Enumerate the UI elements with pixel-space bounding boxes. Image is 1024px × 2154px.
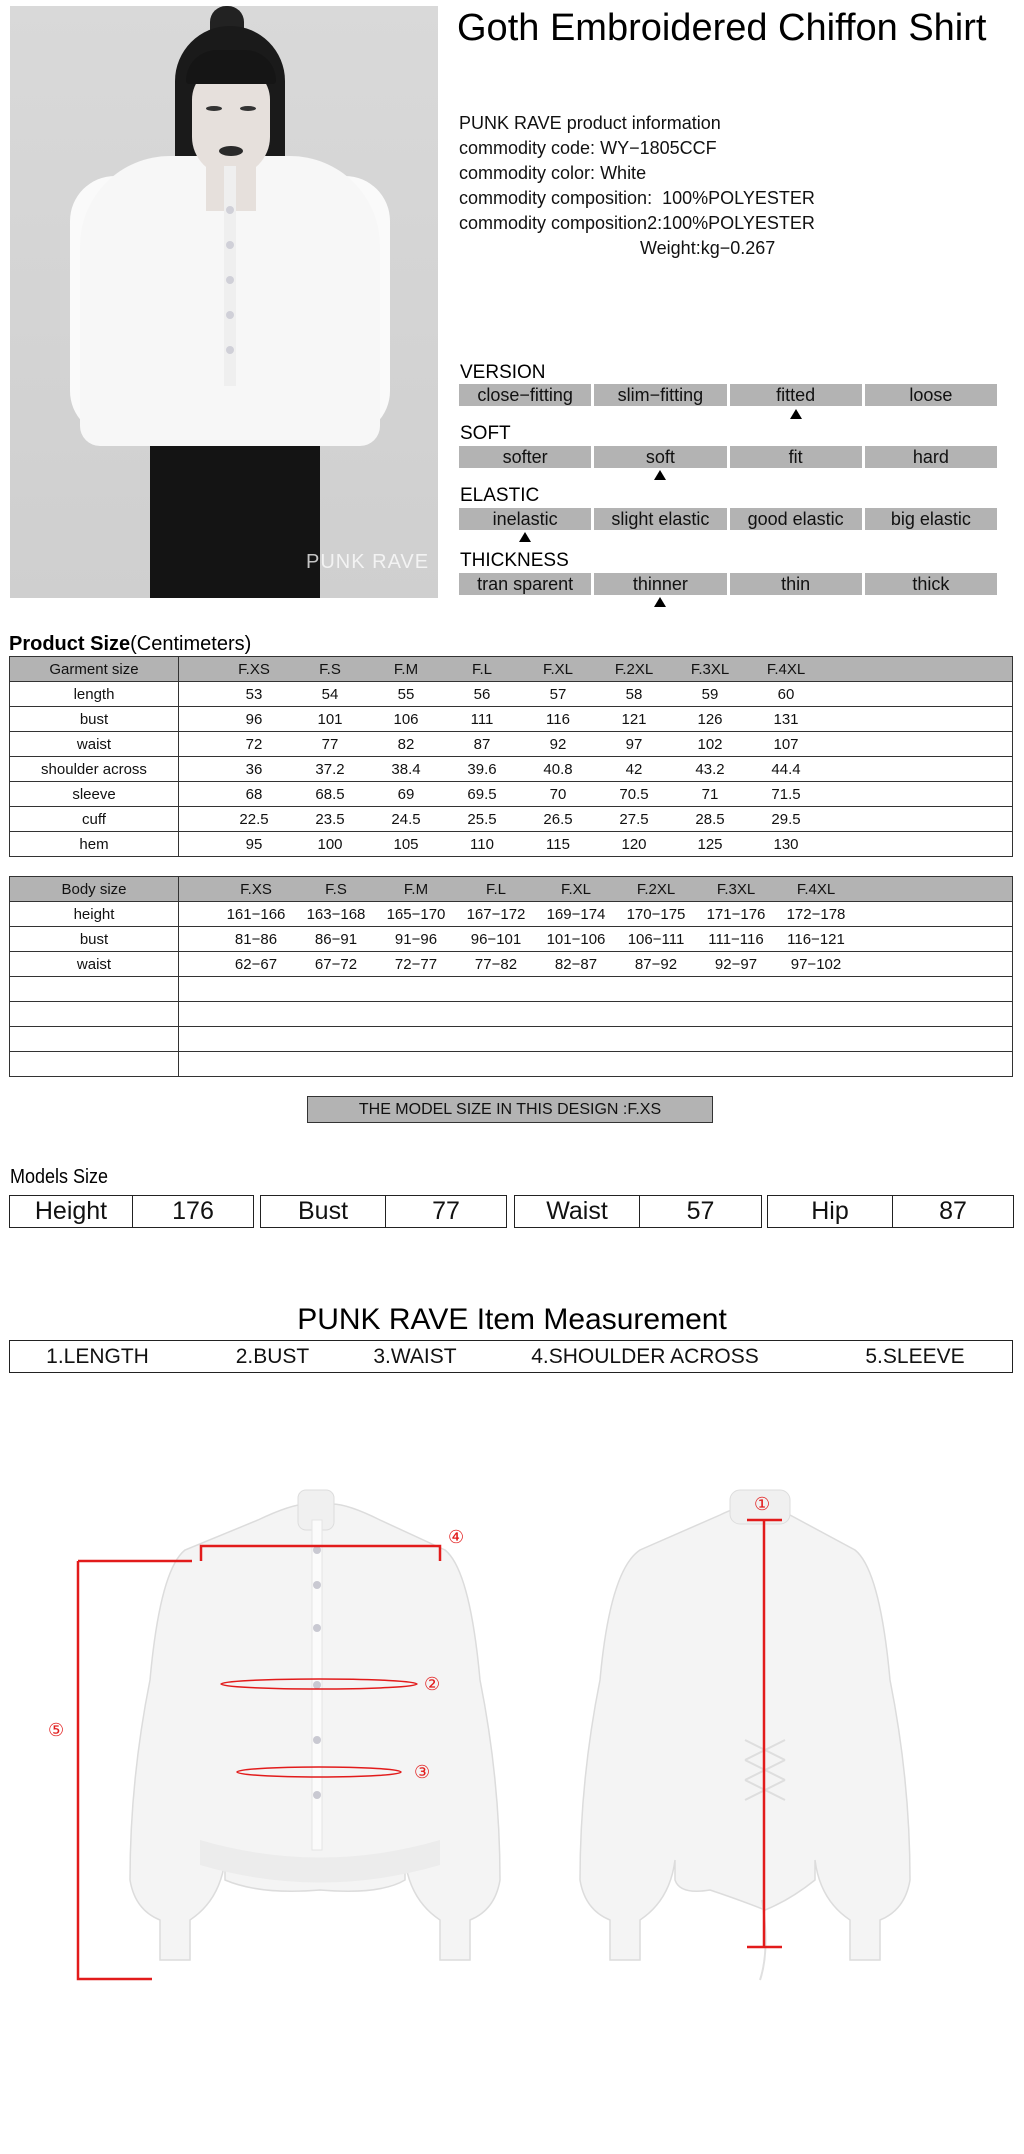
table-cell: 25.5 — [467, 810, 497, 828]
attr-option: hard — [865, 446, 997, 468]
table-cell: 165−170 — [386, 905, 446, 923]
model-eye — [240, 106, 256, 111]
measurement-item-bust: 2.BUST — [235, 1345, 310, 1368]
table-cell: 27.5 — [619, 810, 649, 828]
row-value-cells — [179, 811, 1012, 828]
table-cell: 77 — [321, 735, 339, 753]
table-cell: 170−175 — [626, 905, 686, 923]
table-cell: 87 — [473, 735, 491, 753]
selected-indicator-icon — [654, 470, 666, 480]
table-row — [10, 807, 1013, 832]
table-cell: 53 — [245, 685, 263, 703]
attr-option: fitted — [730, 384, 862, 406]
attr-soft-label: SOFT — [460, 423, 511, 444]
table-cell: 56 — [473, 685, 491, 703]
table-cell: 29.5 — [771, 810, 801, 828]
size-columns — [179, 661, 1012, 678]
row-value-cells — [179, 786, 1012, 803]
table-cell: 167−172 — [466, 905, 526, 923]
measurement-item-sleeve: 5.SLEEVE — [865, 1345, 965, 1368]
table-cell: 92 — [549, 735, 567, 753]
info-code-row — [459, 136, 815, 161]
table-cell: 105 — [393, 835, 419, 853]
table-cell: 72 — [245, 735, 263, 753]
row-values — [179, 1027, 1013, 1052]
table-header-label: Body size — [10, 877, 179, 902]
table-header-row — [10, 657, 1013, 682]
table-cell: 101−106 — [546, 930, 606, 948]
row-values — [179, 927, 1013, 952]
model-waist-value: 57 — [686, 1197, 715, 1225]
size-column-header: F.XS — [238, 660, 270, 678]
product-size-unit: (Centimeters) — [130, 633, 252, 655]
attr-thickness-label: THICKNESS — [460, 550, 569, 571]
table-cell: 110 — [470, 835, 494, 853]
table-cell: 96 — [245, 710, 263, 728]
attr-option: tran sparent — [459, 573, 591, 595]
attr-option: close−fitting — [459, 384, 591, 406]
table-cell: 55 — [397, 685, 415, 703]
row-values — [179, 977, 1013, 1002]
info-composition2-value: 100%POLYESTER — [662, 213, 815, 233]
table-cell: 68 — [245, 785, 263, 803]
table-cell: 91−96 — [394, 930, 438, 948]
table-cell: 111 — [470, 710, 494, 728]
product-size-heading: Product Size — [9, 633, 131, 655]
table-cell: 60 — [777, 685, 795, 703]
selected-indicator-icon — [790, 409, 802, 419]
row-value-cells — [179, 761, 1012, 778]
info-heading: PUNK RAVE product information — [459, 113, 721, 133]
info-composition-value: 100%POLYESTER — [662, 188, 815, 208]
attr-option: slight elastic — [594, 508, 726, 530]
size-column-header: F.3XL — [716, 880, 756, 898]
table-cell: 44.4 — [771, 760, 801, 778]
row-values — [179, 707, 1013, 732]
table-cell: 54 — [321, 685, 339, 703]
size-columns — [179, 881, 1012, 898]
attr-soft-scale — [459, 446, 997, 468]
table-cell: 82−87 — [554, 955, 598, 973]
table-row — [10, 757, 1013, 782]
table-cell: 97−102 — [790, 955, 842, 973]
row-values — [179, 732, 1013, 757]
measurement-legend — [9, 1340, 1013, 1373]
row-values — [179, 757, 1013, 782]
model-height-value: 176 — [172, 1197, 214, 1225]
selected-indicator-icon — [654, 597, 666, 607]
table-cell: 100 — [317, 835, 343, 853]
shirt-button — [226, 346, 234, 354]
attr-option: fit — [730, 446, 862, 468]
table-cell: 106−111 — [627, 930, 685, 948]
attr-option: inelastic — [459, 508, 591, 530]
info-color-value: White — [600, 163, 647, 183]
marker-sleeve: ⑤ — [48, 1720, 65, 1740]
model-hip-label: Hip — [768, 1196, 893, 1227]
table-cell: 69.5 — [467, 785, 497, 803]
table-cell: 67−72 — [314, 955, 358, 973]
table-cell: 97 — [625, 735, 643, 753]
table-cell: 42 — [625, 760, 643, 778]
table-cell: 87−92 — [634, 955, 678, 973]
models-size-title: Models Size — [10, 1166, 109, 1188]
row-label — [10, 1002, 179, 1027]
size-column-header: F.L — [471, 660, 492, 678]
row-values — [179, 832, 1013, 857]
attr-option: slim−fitting — [594, 384, 726, 406]
attr-version-scale — [459, 384, 997, 406]
info-composition2-row — [459, 211, 815, 236]
measurement-title: PUNK RAVE Item Measurement — [297, 1303, 727, 1336]
row-label: height — [10, 902, 179, 927]
table-cell: 86−91 — [314, 930, 358, 948]
size-column-header: F.2XL — [636, 880, 676, 898]
row-values — [179, 1002, 1013, 1027]
attr-option: softer — [459, 446, 591, 468]
size-column-header: F.L — [485, 880, 506, 898]
info-code-label: commodity code: — [459, 138, 596, 158]
table-row — [10, 902, 1013, 927]
row-values — [179, 682, 1013, 707]
info-weight-label: Weight: — [640, 238, 701, 258]
table-cell: 116 — [546, 710, 570, 728]
info-code-value: WY−1805CCF — [600, 138, 717, 158]
table-row — [10, 707, 1013, 732]
model-fringe — [186, 50, 276, 84]
table-cell: 161−166 — [226, 905, 286, 923]
table-cell: 77−82 — [474, 955, 518, 973]
info-color-label: commodity color: — [459, 163, 596, 183]
table-cell: 62−67 — [234, 955, 278, 973]
shirt-button — [226, 241, 234, 249]
model-hip-box — [767, 1195, 1014, 1228]
table-cell: 81−86 — [234, 930, 278, 948]
table-cell: 58 — [625, 685, 643, 703]
row-label: waist — [10, 732, 179, 757]
table-cell: 121 — [621, 710, 647, 728]
size-column-header: F.S — [325, 880, 347, 898]
table-cell: 71 — [701, 785, 719, 803]
table-cell: 172−178 — [786, 905, 846, 923]
row-label: hem — [10, 832, 179, 857]
attr-option: thin — [730, 573, 862, 595]
row-value-cells — [179, 836, 1012, 853]
measurement-item-length: 1.LENGTH — [46, 1345, 149, 1368]
empty-table-row — [10, 1052, 1013, 1077]
table-cell: 82 — [397, 735, 415, 753]
marker-length: ① — [754, 1494, 771, 1514]
row-label — [10, 1027, 179, 1052]
row-label: length — [10, 682, 179, 707]
row-label: shoulder across — [10, 757, 179, 782]
row-value-cells — [179, 956, 1012, 973]
row-value-cells — [179, 711, 1012, 728]
empty-table-row — [10, 1002, 1013, 1027]
table-cell: 111−116 — [708, 930, 764, 948]
table-header-sizes — [179, 657, 1013, 682]
info-color-row — [459, 161, 815, 186]
model-bust-box — [260, 1195, 507, 1228]
table-row — [10, 952, 1013, 977]
attr-elastic-label: ELASTIC — [460, 485, 540, 506]
measurement-item-shoulder: 4.SHOULDER ACROSS — [531, 1345, 759, 1368]
row-label: sleeve — [10, 782, 179, 807]
row-label — [10, 1052, 179, 1077]
table-cell: 115 — [546, 835, 570, 853]
attr-option: thinner — [594, 573, 726, 595]
model-hip-value: 87 — [939, 1197, 967, 1225]
table-cell: 38.4 — [391, 760, 421, 778]
info-composition2-label: commodity composition2: — [459, 213, 663, 233]
table-cell: 169−174 — [546, 905, 606, 923]
table-cell: 96−101 — [470, 930, 522, 948]
table-cell: 26.5 — [543, 810, 573, 828]
row-label: bust — [10, 927, 179, 952]
model-height-label: Height — [10, 1196, 133, 1227]
attr-option: loose — [865, 384, 997, 406]
table-row — [10, 927, 1013, 952]
row-label: bust — [10, 707, 179, 732]
model-photo — [10, 6, 438, 598]
model-waist-box — [514, 1195, 762, 1228]
table-cell: 57 — [549, 685, 567, 703]
table-header-row — [10, 877, 1013, 902]
photo-watermark: PUNK RAVE — [306, 551, 430, 573]
row-value-cells — [179, 931, 1012, 948]
empty-table-row — [10, 1027, 1013, 1052]
size-column-header: F.XL — [542, 660, 573, 678]
table-cell: 171−176 — [706, 905, 766, 923]
table-cell: 68.5 — [315, 785, 345, 803]
selected-indicator-icon — [519, 532, 531, 542]
table-cell: 125 — [697, 835, 723, 853]
info-weight-row — [459, 236, 815, 261]
attr-thickness-scale — [459, 573, 997, 595]
table-cell: 59 — [701, 685, 719, 703]
attr-elastic-scale — [459, 508, 997, 530]
shirt-back-illustration — [580, 1490, 910, 1980]
table-cell: 106 — [393, 710, 419, 728]
model-lips — [219, 146, 243, 156]
model-eye — [206, 106, 222, 111]
table-row — [10, 682, 1013, 707]
table-cell: 71.5 — [771, 785, 801, 803]
attr-option: soft — [594, 446, 726, 468]
size-column-header: F.2XL — [614, 660, 654, 678]
table-cell: 131 — [773, 710, 799, 728]
marker-waist: ③ — [414, 1762, 431, 1782]
row-label — [10, 977, 179, 1002]
table-cell: 22.5 — [239, 810, 269, 828]
row-values — [179, 1052, 1013, 1077]
row-values — [179, 782, 1013, 807]
table-cell: 95 — [245, 835, 263, 853]
table-cell: 102 — [697, 735, 723, 753]
model-bust-label: Bust — [261, 1196, 386, 1227]
size-column-header: F.M — [393, 660, 419, 678]
table-cell: 36 — [245, 760, 263, 778]
attr-option: thick — [865, 573, 997, 595]
info-composition-row — [459, 186, 815, 211]
table-cell: 163−168 — [306, 905, 366, 923]
table-cell: 24.5 — [391, 810, 421, 828]
product-info — [459, 111, 815, 261]
table-row — [10, 732, 1013, 757]
row-value-cells — [179, 736, 1012, 753]
shirt-button — [226, 311, 234, 319]
size-column-header: F.M — [403, 880, 429, 898]
table-cell: 120 — [621, 835, 647, 853]
table-row — [10, 832, 1013, 857]
model-waist-label: Waist — [515, 1196, 640, 1227]
table-cell: 23.5 — [315, 810, 345, 828]
size-column-header: F.4XL — [766, 660, 806, 678]
size-column-header: F.XL — [560, 880, 591, 898]
table-cell: 101 — [317, 710, 343, 728]
size-column-header: F.S — [319, 660, 341, 678]
attr-version-label: VERSION — [460, 362, 546, 383]
shirt-button — [226, 206, 234, 214]
size-column-header: F.3XL — [690, 660, 730, 678]
table-cell: 72−77 — [394, 955, 438, 973]
table-cell: 107 — [773, 735, 799, 753]
measurement-diagram — [0, 1480, 1024, 2040]
table-cell: 69 — [397, 785, 415, 803]
size-column-header: F.4XL — [796, 880, 836, 898]
table-cell: 37.2 — [315, 760, 345, 778]
shirt-button — [226, 276, 234, 284]
table-cell: 92−97 — [714, 955, 758, 973]
marker-bust: ② — [424, 1674, 441, 1694]
table-cell: 39.6 — [467, 760, 497, 778]
garment-size-table — [9, 656, 1013, 857]
table-header-sizes — [179, 877, 1013, 902]
row-values — [179, 952, 1013, 977]
model-height-box — [9, 1195, 254, 1228]
product-size-title — [9, 633, 251, 656]
table-cell: 40.8 — [543, 760, 573, 778]
attr-option: big elastic — [865, 508, 997, 530]
product-title: Goth Embroidered Chiffon Shirt — [457, 7, 987, 49]
table-cell: 70.5 — [619, 785, 649, 803]
row-value-cells — [179, 906, 1012, 923]
table-cell: 43.2 — [695, 760, 725, 778]
size-column-header: F.XS — [240, 880, 272, 898]
table-cell: 126 — [697, 710, 723, 728]
row-label: cuff — [10, 807, 179, 832]
table-header-label: Garment size — [10, 657, 179, 682]
body-size-table — [9, 876, 1013, 1077]
table-row — [10, 782, 1013, 807]
model-bust-value: 77 — [432, 1197, 460, 1225]
table-cell: 70 — [549, 785, 567, 803]
table-cell: 28.5 — [695, 810, 725, 828]
empty-table-row — [10, 977, 1013, 1002]
row-values — [179, 807, 1013, 832]
marker-shoulder: ④ — [448, 1527, 465, 1547]
table-cell: 116−121 — [787, 930, 845, 948]
row-label: waist — [10, 952, 179, 977]
row-value-cells — [179, 686, 1012, 703]
info-composition-label: commodity composition: — [459, 188, 653, 208]
info-weight-value: kg−0.267 — [700, 238, 776, 258]
row-values — [179, 902, 1013, 927]
model-size-note: THE MODEL SIZE IN THIS DESIGN :F.XS — [307, 1096, 713, 1123]
measurement-item-waist: 3.WAIST — [373, 1345, 457, 1368]
table-cell: 130 — [773, 835, 799, 853]
attr-option: good elastic — [730, 508, 862, 530]
